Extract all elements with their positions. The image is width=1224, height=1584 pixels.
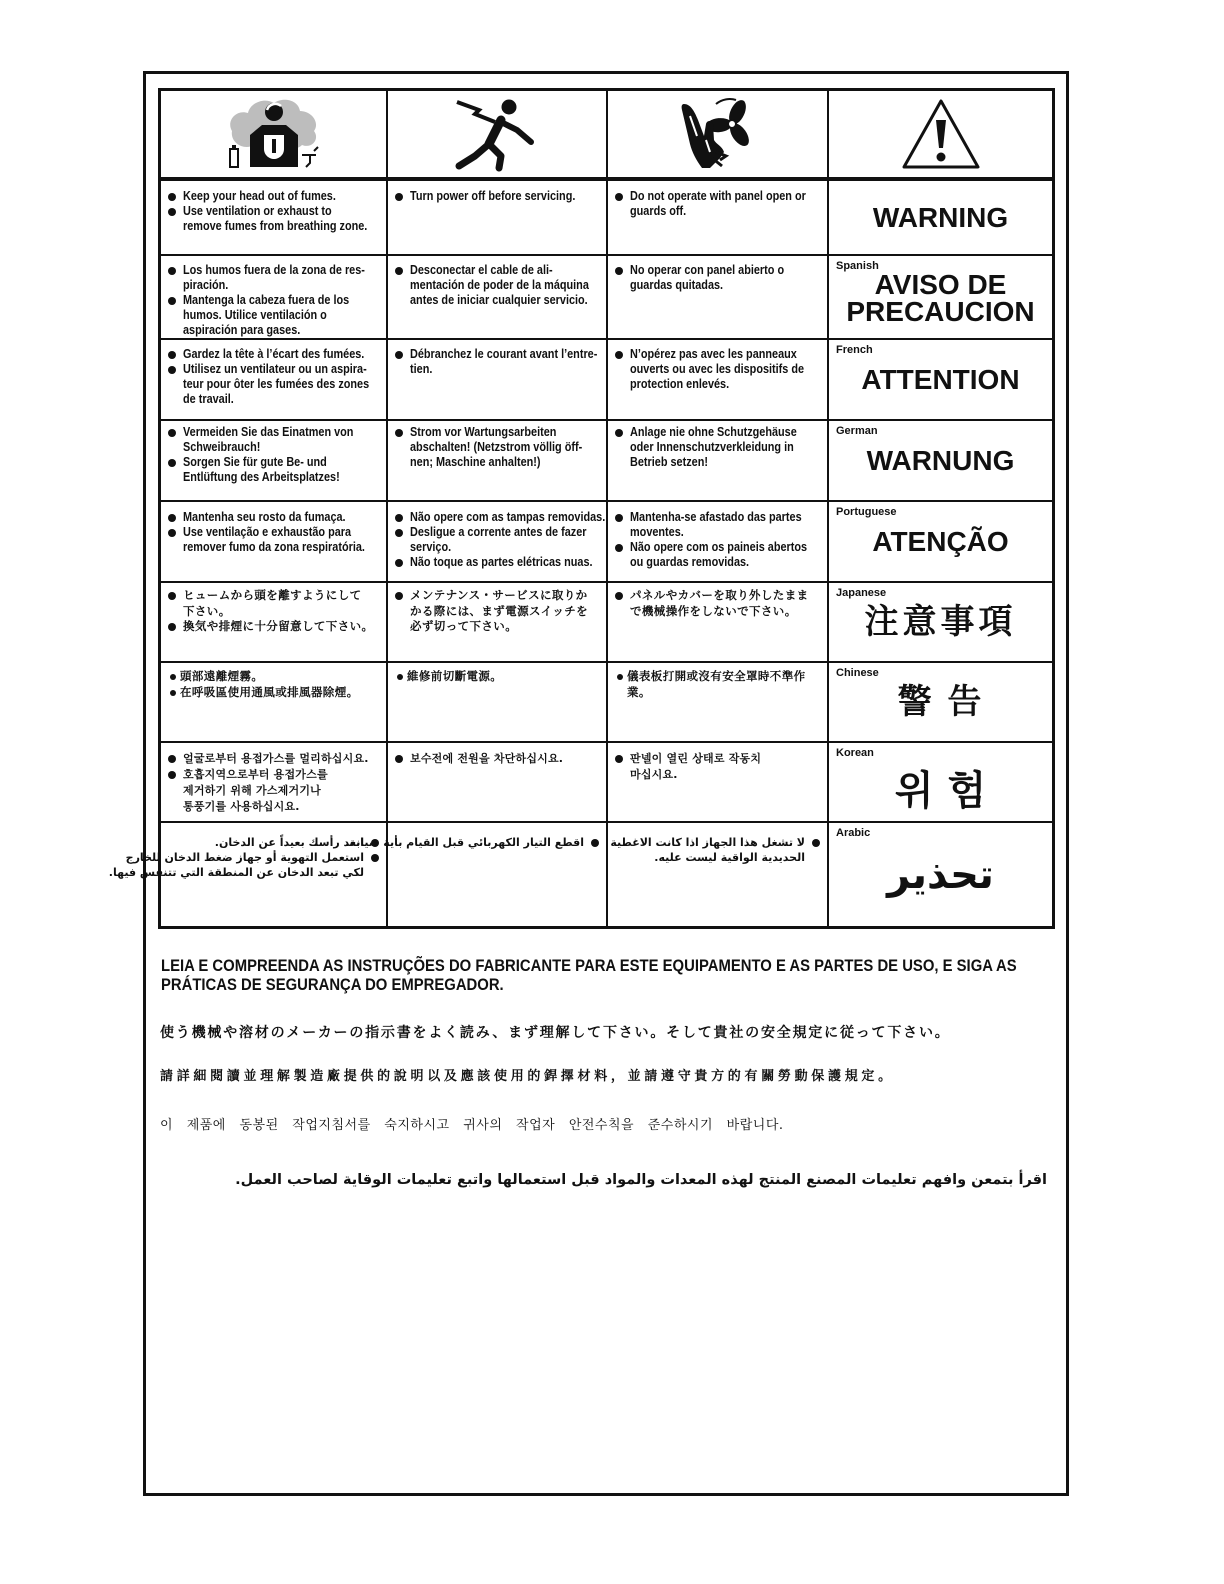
warning-bullet [108,850,386,880]
bullet-icon [615,429,623,437]
electric-shock-icon [455,96,539,172]
warning-text-cell [608,823,827,926]
warning-bullet [388,751,606,767]
bullet-icon [168,514,176,522]
bullet-icon [168,208,176,216]
warning-bullet [161,189,386,204]
bullet-line: Anlage nie ohne Schutzgehäuse [630,425,797,439]
warning-text-cell [388,502,606,581]
warning-bullet [161,425,386,455]
bullet-line: Use ventilação e exhaustão para [183,525,352,539]
chinese-instructions: 請詳細閱讀並理解製造廠提供的說明以及應該使用的銲擇材料，並請遵守貴方的有關勞動保護規定。 [160,1069,895,1084]
bullet-line: antes de iniciar cualquier servicio. [410,293,588,307]
warning-bullet [388,588,606,635]
bullet-icon [395,559,403,567]
bullet-icon [395,193,403,201]
bullet-line: で機械操作をしないで下さい。 [630,603,797,618]
bullet-line: Mantenha seu rosto da fumaça. [183,510,346,524]
language-label: Chinese [836,667,879,679]
warning-bullet [608,510,827,540]
bullet-text [410,189,606,204]
bullet-line: 頭部遠離煙霧。 [180,669,264,683]
icon-cell-warning [829,91,1052,179]
bullet-text [630,189,827,219]
bullet-line: aspiración para gases. [183,323,301,337]
warning-bullet [608,347,827,392]
bullet-line: protection enlevés. [630,377,730,391]
bullet-text [183,425,386,455]
bullet-icon [168,297,176,305]
warning-title-line: 注意事項 [864,602,1017,642]
warning-triangle-icon [901,98,981,170]
bullet-line: 維修前切斷電源。 [407,669,503,683]
warning-text-cell [388,663,606,741]
bullet-line: 호흡지역으로부터 용접가스를 [183,768,328,781]
bullet-line: اقطع التيار الكهربائي قبل القيام بأية صيانة. [345,836,584,849]
warning-bullet [161,263,386,293]
bullet-line: Entlüftung des Arbeitsplatzes! [183,470,340,484]
bullet-icon [395,529,403,537]
bullet-icon [395,592,403,600]
language-label: Spanish [836,260,879,272]
bullet-text [183,767,386,815]
bullet-text [183,510,386,525]
bullet-icon [615,544,623,552]
bullet-line: 마십시요. [630,768,678,781]
warning-text-cell [608,583,827,661]
bullet-line: tien. [410,362,433,376]
bullet-icon [397,674,403,680]
bullet-icon [170,674,176,680]
warning-bullet [608,669,827,700]
bullet-line: 必ず切って下さい。 [410,619,518,633]
bullet-line: 얼굴로부터 용접가스를 멀리하십시요. [183,752,369,765]
warning-title-line: تحذير [887,851,994,898]
warning-bullet [161,510,386,525]
portuguese-instructions-line: PRÁTICAS DE SEGURANÇA DO EMPREGADOR. [161,976,504,994]
bullet-line: Desconectar el cable de ali- [410,263,553,277]
warning-text-cell [608,181,827,254]
bullet-line: Vermeiden Sie das Einatmen von [183,425,354,439]
bullet-line: ヒュームから頭を離すようにして [183,588,362,602]
bullet-text [183,263,386,293]
bullet-line: 下さい。 [183,603,231,618]
language-label: Arabic [836,827,871,839]
bullet-icon [168,429,176,437]
bullet-line: لا تشغل هذا الجهاز اذا كانت الاغطية [610,836,805,849]
language-label: French [836,344,873,356]
warning-text-cell [388,256,606,338]
bullet-text [630,263,827,293]
bullet-line: 제거하기 위해 가스제거기나 [183,784,321,797]
bullet-icon [168,351,176,359]
bullet-text [630,425,827,470]
bullet-icon [168,193,176,201]
language-warning-cell [829,743,1052,821]
warning-text-cell [608,421,827,500]
bullet-line: Schweibrauch! [183,440,261,454]
bullet-line: teur pour ôter les fumées des zones [183,377,370,391]
warning-text-cell [161,421,386,500]
bullet-icon [615,514,623,522]
bullet-icon [395,267,403,275]
bullet-line: Não opere com as tampas removidas. [410,510,606,524]
language-warning-cell [829,502,1052,581]
bullet-icon [395,429,403,437]
warning-text-cell [161,256,386,338]
bullet-text [410,588,606,635]
bullet-icon [395,755,403,763]
warning-table [108,88,1055,929]
bullet-text [630,588,827,619]
warning-title-line: WARNING [872,202,1009,233]
bullet-line: لكي تبعد الدخان عن المنطقة التي تتنفس فيها. [108,866,364,879]
moving-parts-icon [676,96,760,172]
bullet-text [410,555,606,570]
warning-title-line: AVISO DE [874,269,1007,300]
warning-title-line: 위 험 [894,768,987,814]
warning-bullet [161,619,386,635]
bullet-icon [615,193,623,201]
bullet-line: mentación de poder de la máquina [410,278,589,292]
bullet-line: Utilisez un ventilateur ou un aspira- [183,362,367,376]
warning-text-cell [388,421,606,500]
warning-bullet [161,669,386,685]
bullet-line: Strom vor Wartungsarbeiten [410,425,557,439]
warning-text-cell [608,663,827,741]
language-warning-cell [829,421,1052,500]
bullet-icon [615,267,623,275]
warning-title-line: ATTENTION [861,364,1020,395]
warning-bullet [608,425,827,470]
bullet-text [183,455,386,485]
bullet-line: No operar con panel abierto o [630,263,785,277]
warning-bullet [161,685,386,701]
bullet-line: Não toque as partes elétricas nuas. [410,555,593,569]
bullet-line: Não opere com os paineis abertos [630,540,808,554]
bullet-line: Mantenha-se afastado das partes [630,510,802,524]
icon-cell-fumes [161,91,386,179]
warning-bullet [388,347,606,377]
warning-text-cell [388,583,606,661]
bullet-text [345,835,584,850]
warning-text-cell [388,743,606,821]
bullet-text [108,850,364,880]
warning-title [829,181,1052,254]
bullet-line: ou guardas removidas. [630,555,750,569]
bullet-line: 在呼吸區使用通風或排風器除煙。 [180,684,359,699]
bullet-line: Gardez la tête à l’écart des fumées. [183,347,365,361]
bullet-text [183,751,386,767]
warning-bullet [161,455,386,485]
bullet-line: N’opérez pas avec les panneaux [630,347,797,361]
bullet-line: 통풍기를 사용하십시요. [183,800,300,813]
warning-title-line: 警 告 [897,682,984,722]
warning-bullet [161,767,386,815]
warning-bullet [388,555,606,570]
bullet-text [183,204,386,234]
arabic-instructions: اقرأ بتمعن وافهم تعليمات المصنع المنتج لهذه المعدات والمواد قبل استعمالها واتبع تعليمات الوقاية لصاحب العمل. [235,1172,1047,1188]
warning-bullet [161,588,386,619]
bullet-line: Betrieb setzen! [630,455,708,469]
bullet-line: استعمل التهوية أو جهاز ضغط الدخان للخارج [125,851,364,864]
bullet-icon [615,592,623,600]
warning-bullet [388,669,606,685]
bullet-line: 儀表板打開或沒有安全罩時不準作 [627,669,806,683]
language-label: German [836,425,878,437]
bullet-icon [168,267,176,275]
bullet-line: パネルやカバーを取り外したまま [630,588,809,602]
bullet-line: humos. Utilice ventilación o [183,308,327,322]
bullet-text [183,525,386,555]
icon-cell-electric-shock [388,91,606,179]
language-label: Portuguese [836,506,897,518]
bullet-text [410,751,606,767]
warning-text-cell [161,340,386,419]
icon-cell-moving-parts [608,91,827,179]
warning-text-cell [161,583,386,661]
bullet-line: serviço. [410,540,452,554]
bullet-icon [371,854,379,862]
bullet-text [630,347,827,392]
warning-title-line: WARNUNG [866,445,1015,476]
bullet-text [410,263,606,308]
bullet-line: Los humos fuera de la zona de res- [183,263,365,277]
warning-bullet [388,263,606,308]
bullet-text [410,510,606,525]
bullet-line: Turn power off before servicing. [410,189,576,203]
warning-text-cell [161,663,386,741]
bullet-text [180,669,386,685]
bullet-text [410,347,606,377]
language-warning-cell [829,663,1052,741]
bullet-text [627,669,827,700]
warning-text-cell [388,340,606,419]
bullet-text [183,619,386,635]
warning-bullet [388,425,606,470]
bullet-line: かる際には、まず電源スイッチを [410,603,589,618]
warning-bullet [608,540,827,570]
bullet-line: Débranchez le courant avant l’entre- [410,347,598,361]
bullet-line: guardas quitadas. [630,278,724,292]
warning-bullet [388,525,606,555]
bullet-text [183,189,386,204]
bullet-line: ouverts ou avec les dispositifs de [630,362,805,376]
bullet-line: ابعد رأسك بعيداً عن الدخان. [214,836,364,849]
bullet-icon [591,839,599,847]
warning-bullet [608,588,827,619]
bullet-line: piración. [183,278,229,292]
bullet-icon [615,351,623,359]
warning-bullet [345,835,606,850]
warning-bullet [161,362,386,407]
bullet-text [410,425,606,470]
bullet-line: moventes. [630,525,684,539]
portuguese-instructions-line: LEIA E COMPREENDA AS INSTRUÇÕES DO FABRICANTE PARA ESTE EQUIPAMENTO E AS PARTES DE USO, E SIGA AS [161,957,1017,975]
warning-text-cell [388,181,606,254]
language-warning-cell [829,340,1052,419]
korean-instructions: 이 제품에 동봉된 작업지침서를 숙지하시고 귀사의 작업자 안전수칙을 준수하시기 바랍니다. [160,1118,784,1133]
language-warning-cell [829,823,1052,926]
bullet-icon [168,755,176,763]
fumes-icon [226,95,322,173]
language-warning-cell [829,256,1052,338]
bullet-line: Keep your head out of fumes. [183,189,336,203]
bullet-line: de travail. [183,392,234,406]
bullet-line: Do not operate with panel open or [630,189,806,203]
bullet-icon [168,623,176,631]
bullet-icon [395,351,403,359]
warning-bullet [388,510,606,525]
bullet-line: Sorgen Sie für gute Be- und [183,455,327,469]
warning-text-cell [608,340,827,419]
warning-bullet [608,263,827,293]
warning-bullet [161,525,386,555]
warning-text-cell [161,743,386,821]
bullet-icon [170,690,176,696]
bullet-line: 業。 [627,684,651,699]
bullet-text [630,540,827,570]
warning-bullet [608,189,827,219]
bullet-icon [168,529,176,537]
language-label: Japanese [836,587,887,599]
warning-text-cell [608,502,827,581]
bullet-line: 판넬이 열린 상태로 작동치 [630,752,762,765]
bullet-line: Desligue a corrente antes de fazer [410,525,587,539]
bullet-text [630,510,827,540]
bullet-line: Use ventilation or exhaust to [183,204,332,218]
bullet-text [183,588,386,619]
warning-text-cell [608,256,827,338]
bullet-icon [168,459,176,467]
warning-title-line: ATENÇÃO [872,526,1009,557]
bullet-text [180,685,386,701]
bullet-line: Mantenga la cabeza fuera de los [183,293,350,307]
warning-title-line: PRECAUCION [846,296,1035,327]
warning-bullet [608,751,827,783]
bullet-icon [615,755,623,763]
bullet-icon [812,839,820,847]
bullet-line: nen; Maschine anhalten!) [410,455,541,469]
bullet-line: الحديدية الواقية ليست عليه. [654,851,805,864]
bullet-text [183,293,386,338]
warning-bullet [161,347,386,362]
bullet-text [608,835,805,865]
portuguese-instructions [161,957,1025,995]
bullet-icon [168,592,176,600]
warning-text-cell [345,823,606,926]
warning-text-cell [161,502,386,581]
warning-bullet [388,189,606,204]
language-warning-cell [829,583,1052,661]
language-label: Korean [836,747,874,759]
bullet-icon [617,674,623,680]
bullet-line: abschalten! (Netzstrom völlig öff- [410,440,583,454]
bullet-icon [395,514,403,522]
bullet-line: oder Innenschutzverkleidung in [630,440,794,454]
bullet-line: remove fumes from breathing zone. [183,219,368,233]
bullet-line: guards off. [630,204,687,218]
bullet-text [630,751,827,783]
warning-bullet [161,293,386,338]
warning-bullet [608,835,827,865]
japanese-instructions: 使う機械や溶材のメーカーの指示書をよく読み、まず理解して下さい。そして貴社の安全規定に従って下さい。 [160,1025,951,1041]
bullet-text [183,347,386,362]
bullet-text [407,669,606,685]
warning-text-cell [161,181,386,254]
bullet-line: remover fumo da zona respiratória. [183,540,365,554]
warning-bullet [161,204,386,234]
warning-text-cell [608,743,827,821]
bullet-text [410,525,606,555]
bullet-text [183,362,386,407]
bullet-line: メンテナンス・サービスに取りか [410,588,588,602]
bullet-icon [168,366,176,374]
bullet-line: 보수전에 전원을 차단하십시요. [410,752,564,765]
language-warning-cell [829,181,1052,254]
bullet-text [161,835,364,850]
warning-bullet [161,751,386,767]
bullet-icon [168,771,176,779]
bullet-line: 換気や排煙に十分留意して下さい。 [183,619,374,633]
